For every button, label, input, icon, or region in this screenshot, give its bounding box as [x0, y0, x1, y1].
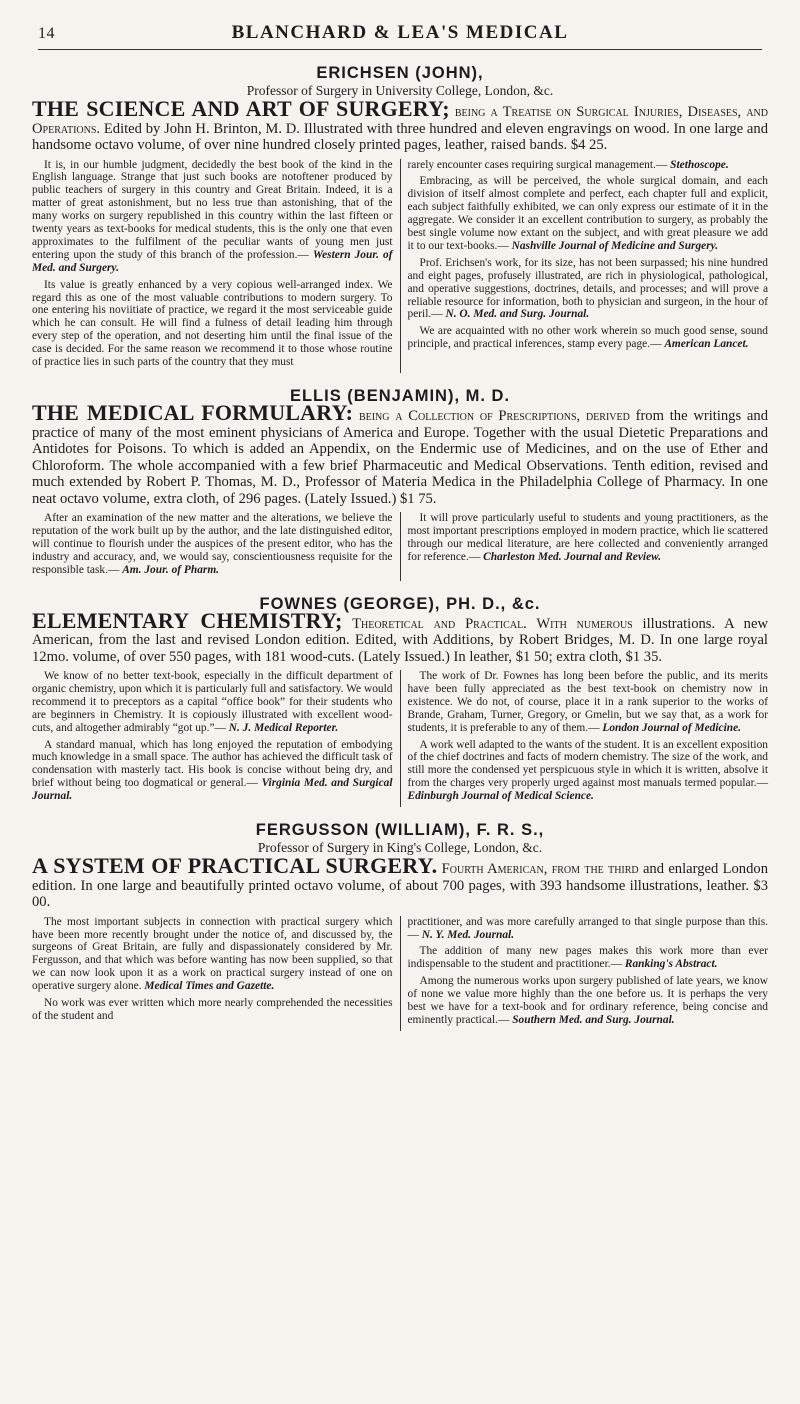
review-text: No work was ever written which more nearly comprehended the necessities of the student and [32, 997, 393, 1022]
review-source: Ranking's Abstract. [624, 958, 718, 971]
book-subtitle: being a Collection of Prescriptions, derived [353, 408, 630, 424]
review-text: The addition of many new pages makes this work more than ever indispensable to the student and practitioner.— [407, 945, 768, 971]
book-description [32, 607, 768, 666]
review-paragraph [32, 739, 393, 804]
review-text: Prof. Erichsen's work, for its size, has not been surpassed; his nine hundred and eight pages, profusely illustrated, are rich in physiological, pathological, and operative suggestions, doctrines, details, and processes; and will prove a reliable resource for information, both to physician and surgeon, in the hour of peril.— [407, 256, 768, 321]
review-source: American Lancet. [664, 338, 749, 351]
review-paragraph [408, 159, 769, 172]
running-title: BLANCHARD & LEA'S MEDICAL [231, 22, 569, 43]
book-details: Edited by John H. Brinton, M. D. Illustrated with three hundred and eleven engravings on wood. In one large and handsome octavo volume, of over nine hundred closely printed pages, leather, raised bands. $4 25. [32, 120, 768, 153]
review-paragraph [32, 670, 393, 735]
book-subtitle: Theoretical and Practical. With numerous [342, 615, 633, 632]
book-title: A SYSTEM OF PRACTICAL SURGERY. [32, 853, 438, 879]
review-source: Stethoscope. [670, 158, 729, 171]
book-details: and enlarged London edition. In one large and beautifully printed octavo volume, of about 700 pages, with 393 handsome illustrations, leather. $3 00. [32, 861, 768, 911]
review-text: Among the numerous works upon surgery published of late years, we know of none we value more highly than the one before us. It is perhaps the very best we have for a text-book and for ordinary reference, being concise and eminently practical.— [407, 975, 768, 1026]
review-column-right [400, 670, 769, 807]
review-source: Medical Times and Gazette. [144, 980, 275, 993]
review-text: Its value is greatly enhanced by a very copious well-arranged index. We regard this as one of the most valuable contributions to modern surgery. To one entering his noviitiate of practice, we regard it the most serviceable guide which he can consult. He will find a fulness of detail leading him through every step of the operation, and not deserting him until the final issue of the case is decided. For the same reason we recommend it to those whose routine of practice lies in such parts of the country that they must [32, 278, 393, 369]
reviews [32, 670, 768, 807]
book-entry [32, 821, 768, 1031]
reviews [32, 512, 768, 581]
review-source: N. J. Medical Reporter. [228, 721, 339, 734]
review-column-left [32, 670, 400, 807]
page-number: 14 [38, 25, 55, 42]
review-paragraph [408, 945, 769, 971]
review-text: The most important subjects in connection with practical surgery which have been more recently brought under the notice of, and discussed by, the surgeons of Great Britain, are fully and dispassionately considered by Mr. Fergusson, and that which was before wanting has now been supplied, so that we can now look upon it as a work on practical surgery instead of one on operative surgery alone. [32, 915, 393, 993]
author-name: FERGUSSON (WILLIAM), F. R. S., [255, 821, 545, 840]
book-details: illustrations. A new American, from the last and revised London edition. Edited, with Additions, by Robert Bridges, M. D. In one large royal 12mo. volume, of over 550 pages, with 181 wood-cuts. (Lately Issued.) In leather, $1 50; extra cloth, $1 35. [32, 615, 768, 665]
author-name: ELLIS (BENJAMIN), M. D. [289, 387, 511, 405]
review-paragraph [408, 325, 769, 351]
review-column-right [400, 916, 769, 1031]
review-paragraph [32, 159, 393, 275]
book-title: ELEMENTARY CHEMISTRY; [32, 607, 343, 633]
review-text: We are acquainted with no other work wherein so much good sense, sound principle, and practical inferences, stamp every page.— [407, 325, 768, 351]
reviews [32, 916, 768, 1031]
review-paragraph [408, 975, 769, 1027]
book-entry [32, 387, 768, 581]
review-column-right [400, 159, 769, 374]
review-source: Virginia Med. and Surgical Journal. [32, 777, 393, 803]
review-source: Charleston Med. Journal and Review. [483, 550, 662, 563]
book-subtitle: being a Treatise on Surgical Injuries, Diseases, and Operations. [32, 104, 768, 137]
review-source: Nashville Journal of Medicine and Surgery. [511, 239, 719, 252]
book-details: from the writings and practice of many of the most eminent physicians of America and Europe. Together with the usual Dietetic Preparations and Antidotes for Poisons. To which is added an Appendix, on the Endermic use of Medicines, and on the use of Ether and Chloroform. The whole accompanied with a few brief Pharmaceutic and Medical Observations. Tenth edition, revised and much extended by Robert P. Thomas, M. D., Professor of Materia Medica in the Philadelphia College of Pharmacy. In one neat octavo volume, extra cloth, of 296 pages. (Lately Issued.) $1 75. [32, 408, 768, 507]
review-paragraph [32, 279, 393, 369]
review-text: After an examination of the new matter and the alterations, we believe the reputation of the work built up by the author, and the late distinguished editor, will continue to flourish under the auspices of the present editor, who has the industry and accuracy, and, we would say, conscientiousness requisite for the responsible task.— [32, 512, 393, 576]
entries [32, 64, 768, 1031]
review-paragraph [32, 916, 393, 993]
author-role: Professor of Surgery in King's College, London, &c. [257, 840, 543, 856]
author-name: ERICHSEN (JOHN), [316, 64, 484, 82]
review-text: Embracing, as will be perceived, the whole surgical domain, and each division of itself almost complete and perfect, each chapter full and explicit, each subject faithfully exhibited, we can only express our estimate of it in the aggregate. We consider it an excellent contribution to surgery, as probably the best single volume now extant on the subject, and with great pleasure we add it to our text-books.— [407, 175, 768, 252]
review-source: Am. Jour. of Pharm. [122, 563, 220, 576]
review-text: practitioner, and was more carefully arranged to that single purpose than this.— [407, 915, 768, 941]
review-text: We know of no better text-book, especially in the difficult department of organic chemistry, upon which it is particularly full and satisfactory. We would recommend it to preceptors as a capital “office book” for their students who are beginners in Chemistry. It is copiously illustrated with excellent wood-cuts, and altogether admirably “got up.”— [32, 670, 393, 734]
review-column-left [32, 512, 400, 581]
book-title: THE SCIENCE AND ART OF SURGERY; [32, 96, 450, 121]
running-header [38, 22, 762, 50]
review-column-right [400, 512, 769, 581]
book-subtitle: Fourth American, from the third [437, 861, 639, 878]
review-paragraph [408, 670, 769, 735]
book-description [32, 400, 768, 507]
book-entry [32, 595, 768, 808]
review-paragraph [408, 916, 769, 942]
review-source: Southern Med. and Surg. Journal. [512, 1013, 675, 1026]
review-text: rarely encounter cases requiring surgical management.— [407, 158, 668, 171]
review-column-left [32, 916, 400, 1031]
book-entry [32, 64, 768, 373]
author-name: FOWNES (GEORGE), PH. D., &c. [259, 594, 541, 613]
review-paragraph [408, 257, 769, 322]
review-paragraph [32, 512, 393, 577]
review-source: Edinburgh Journal of Medical Science. [407, 790, 594, 803]
review-paragraph [408, 175, 769, 252]
review-text: A work well adapted to the wants of the student. It is an excellent exposition of the chief doctrines and facts of modern chemistry. The size of the work, and still more the condensed yet perspicuous style in which it is written, absolve it from the charges very properly urged against most manuals termed popular.— [407, 738, 768, 790]
review-paragraph [408, 512, 769, 564]
author-role: Professor of Surgery in University College, London, &c. [246, 83, 554, 98]
review-text: It is, in our humble judgment, decidedly the best book of the kind in the English language. Strange that just such books are notoftener produced by public teachers of surgery in this country and Great Britain. Indeed, it is a matter of great astonishment, but no less true than astonishing, that of the many works on surgery republished in this country within the last fifteen or twenty years as text-books for medical students, this is the only one that even approximates to the fulfilment of the peculiar wants of young men just entering upon the study of this branch of the profession.— [32, 158, 393, 261]
review-source: N. Y. Med. Journal. [421, 928, 515, 941]
review-source: London Journal of Medicine. [602, 721, 741, 734]
review-column-left [32, 159, 400, 374]
review-source: Western Jour. of Med. and Surgery. [32, 248, 393, 274]
review-paragraph [32, 997, 393, 1023]
book-description [32, 96, 768, 154]
review-text: It will prove particularly useful to students and young practitioners, as the most important prescriptions employed in modern practice, which lie scattered through our medical literature, are here collected and conveniently arranged for reference.— [407, 512, 768, 563]
review-source: N. O. Med. and Surg. Journal. [445, 308, 590, 321]
review-paragraph [408, 739, 769, 804]
book-title: THE MEDICAL FORMULARY: [32, 400, 354, 425]
reviews [32, 159, 768, 374]
review-text: The work of Dr. Fownes has long been before the public, and its merits have been fully appreciated as the best text-book on chemistry now in existence. We do not, of course, place it in a rank superior to the works of Brande, Graham, Turner, Gregory, or Gmelin, but we say that, as a work for students, it is preferable to any of them.— [407, 670, 768, 734]
review-text: A standard manual, which has long enjoyed the reputation of embodying much knowledge in a small space. The author has achieved the difficult task of condensation with masterly tact. His book is concise without being dry, and brief without being too dogmatical or general.— [32, 738, 393, 790]
book-description [32, 853, 768, 911]
